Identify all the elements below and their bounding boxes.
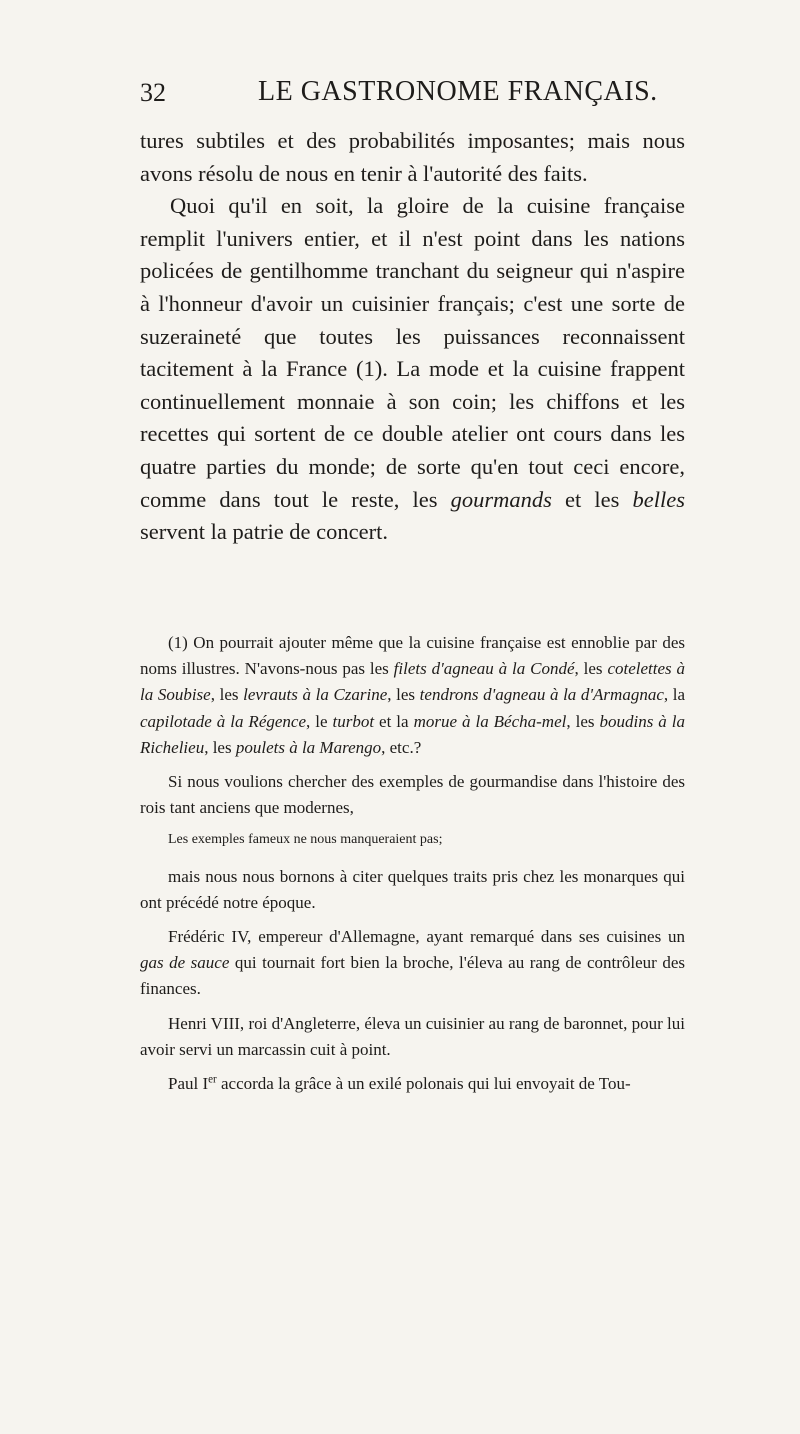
main-text (140, 125, 685, 549)
footnote-paragraph-3: mais nous nous bornons à citer quelques traits pris chez les monarques qui ont précédé notre époque. (140, 866, 685, 912)
footnote-quote-line: Les exemples fameux ne nous manqueraient pas; (168, 832, 443, 848)
footnote-paragraph-2: Si nous voulions chercher des exemples de gourmandise dans l'histoire des rois tant anciens que modernes, (140, 772, 685, 818)
running-title: LE GASTRONOME FRANÇAIS. (258, 76, 658, 107)
paragraph-2: Quoi qu'il en soit, la gloire de la cuisine française remplit l'univers entier, et il n'est point dans les nations policées de gentilhomme tranchant du seigneur qui n'aspire à l'honneur d'avoir un cuisinier français; c'est une sorte de suzeraineté que toutes les puissances reconnaissent tacitement à la France (1). La mode et la cuisine frappent continuellement monnaie à son coin; les chiffons et les recettes qui sortent de ce double atelier ont cours dans les quatre parties du monde; de sorte qu'en tout ceci encore, comme dans tout le reste, les gourmands et les belles servent la patrie de concert. (140, 193, 685, 545)
page-header (140, 72, 680, 112)
footnote-paragraph-4: Frédéric IV, empereur d'Allemagne, ayant remarqué dans ses cuisines un gas de sauce qui tournait fort bien la broche, l'éleva au rang de contrôleur des finances. (140, 927, 685, 999)
footnote-1: (1) On pourrait ajouter même que la cuisine française est ennoblie par des noms illustres. N'avons-nous pas les filets d'agneau à la Condé, les cotelettes à la Soubise, les levrauts à la Czarine, les tendrons d'agneau à la d'Armagnac, la capilotade à la Régence, le turbot et la morue à la Bécha-mel, les boudins à la Richelieu, les poulets à la Marengo, etc.? (140, 633, 686, 757)
footnotes (140, 630, 685, 1105)
page-number: 32 (140, 78, 166, 107)
emphasis-gourmands: gourmands (450, 486, 552, 512)
footnote-paragraph-6: Paul Ier accorda la grâce à un exilé polonais qui lui envoyait de Tou- (168, 1073, 631, 1094)
emphasis-belles: belles (632, 486, 685, 512)
footnote-paragraph-5: Henri VIII, roi d'Angleterre, éleva un cuisinier au rang de baronnet, pour lui avoir servi un marcassin cuit à point. (140, 1013, 685, 1059)
paragraph-1: tures subtiles et des probabilités imposantes; mais nous avons résolu de nous en tenir à l'autorité des faits. (140, 128, 685, 186)
